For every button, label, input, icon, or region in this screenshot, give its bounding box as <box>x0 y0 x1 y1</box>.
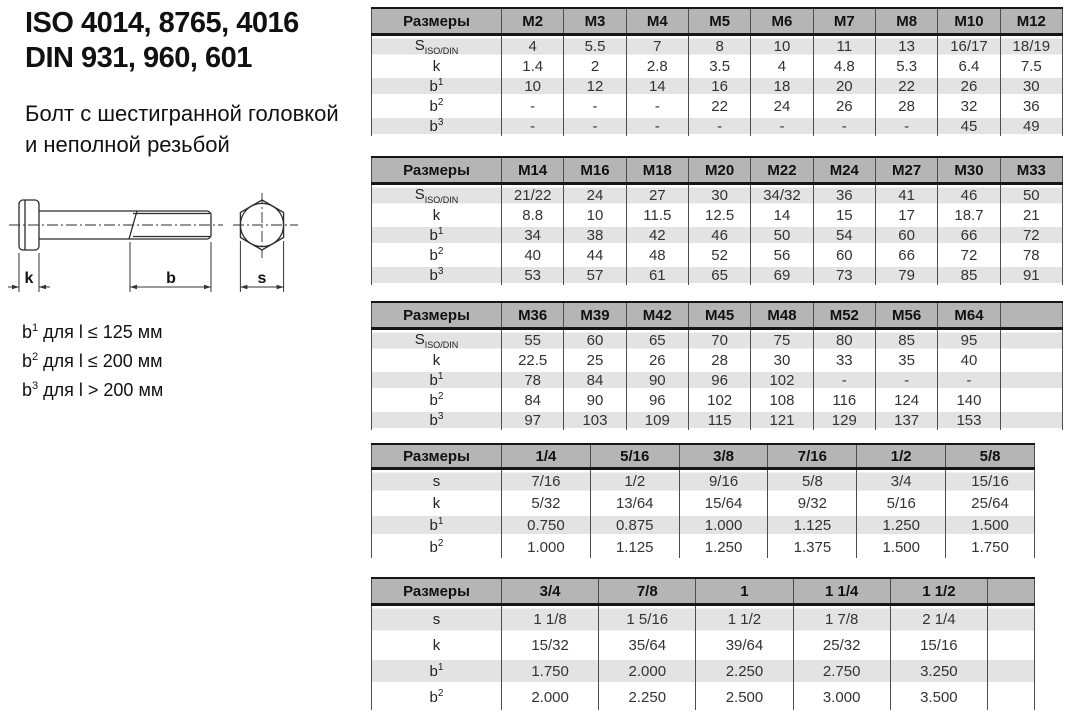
value-cell: 30 <box>1000 76 1062 96</box>
value-cell: 95 <box>938 329 1000 351</box>
size-header-cell: M27 <box>875 157 937 184</box>
size-header-cell: M6 <box>751 8 813 35</box>
value-cell: 35/64 <box>599 632 696 658</box>
footnote-b2: $b^2$ для l ≤ 200 мм <box>22 351 163 371</box>
row-label: $b^3$ <box>372 410 502 430</box>
footnote-b3: $b^3$ для l > 200 мм <box>22 380 164 400</box>
value-cell: 3.000 <box>793 684 890 710</box>
value-cell: 3/4 <box>857 469 946 493</box>
size-header-cell: 3/8 <box>679 444 768 469</box>
size-header-cell: M3 <box>564 8 626 35</box>
dimension-table <box>371 443 1035 558</box>
value-cell: 15 <box>813 205 875 225</box>
value-cell: 14 <box>751 205 813 225</box>
value-cell: 26 <box>813 96 875 116</box>
value-cell: 78 <box>502 370 564 390</box>
value-cell: 140 <box>938 390 1000 410</box>
row-label: $b^1$ <box>372 76 502 96</box>
value-cell: 30 <box>688 184 750 206</box>
value-cell: 4 <box>502 35 564 57</box>
value-cell: 9/16 <box>679 469 768 493</box>
value-cell: 65 <box>688 265 750 285</box>
product-description-line1: Болт с шестигранной головкой <box>25 101 339 126</box>
value-cell: 8 <box>688 35 750 57</box>
value-cell: 40 <box>502 245 564 265</box>
row-label: k <box>372 632 502 658</box>
size-header-cell: M33 <box>1000 157 1062 184</box>
value-cell: 21/22 <box>502 184 564 206</box>
value-cell: 2 <box>564 56 626 76</box>
value-cell <box>1000 390 1062 410</box>
row-label: k <box>372 350 502 370</box>
value-cell: 85 <box>875 329 937 351</box>
value-cell: - <box>875 116 937 136</box>
row-label: $b^2$ <box>372 96 502 116</box>
value-cell: 80 <box>813 329 875 351</box>
value-cell: 49 <box>1000 116 1062 136</box>
product-description <box>25 98 339 160</box>
value-cell: 5/16 <box>857 492 946 514</box>
value-cell: 90 <box>626 370 688 390</box>
center-lines <box>9 193 298 258</box>
dimensions-table-inch-large <box>371 577 1035 710</box>
row-label: s <box>372 605 502 633</box>
size-header-cell: 1 1/4 <box>793 578 890 605</box>
bolt-drawing-svg <box>5 184 305 306</box>
value-cell: 1.125 <box>590 536 679 558</box>
value-cell: 102 <box>751 370 813 390</box>
value-cell: 4 <box>751 56 813 76</box>
dimension-table <box>371 577 1035 710</box>
size-header-cell: M18 <box>626 157 688 184</box>
value-cell: - <box>502 96 564 116</box>
value-cell: - <box>875 370 937 390</box>
size-header-cell: M4 <box>626 8 688 35</box>
row-label: s <box>372 469 502 493</box>
value-cell: - <box>626 96 688 116</box>
value-cell: 66 <box>938 225 1000 245</box>
value-cell <box>1000 350 1062 370</box>
value-cell: 1.750 <box>946 536 1035 558</box>
value-cell: 1 1/8 <box>502 605 599 633</box>
value-cell: 60 <box>564 329 626 351</box>
value-cell <box>988 684 1035 710</box>
size-header-cell: 1/4 <box>502 444 591 469</box>
value-cell: - <box>751 116 813 136</box>
value-cell: 27 <box>626 184 688 206</box>
size-header-cell: 7/8 <box>599 578 696 605</box>
value-cell: 2.000 <box>502 684 599 710</box>
row-label: $b^2$ <box>372 390 502 410</box>
row-label: $b^3$ <box>372 265 502 285</box>
value-cell: 1.250 <box>857 514 946 536</box>
value-cell: 56 <box>751 245 813 265</box>
value-cell: 20 <box>813 76 875 96</box>
value-cell: 16 <box>688 76 750 96</box>
value-cell: 21 <box>1000 205 1062 225</box>
size-header-cell: M8 <box>875 8 937 35</box>
value-cell: 46 <box>938 184 1000 206</box>
value-cell: - <box>688 116 750 136</box>
value-cell: 73 <box>813 265 875 285</box>
row-label: k <box>372 205 502 225</box>
value-cell: 121 <box>751 410 813 430</box>
size-header-cell: M64 <box>938 302 1000 329</box>
value-cell: 28 <box>875 96 937 116</box>
value-cell: 33 <box>813 350 875 370</box>
size-header-cell: 1/2 <box>857 444 946 469</box>
value-cell: 70 <box>688 329 750 351</box>
value-cell: 85 <box>938 265 1000 285</box>
dimension-table <box>371 301 1063 430</box>
value-cell: 2 1/4 <box>890 605 987 633</box>
sizes-column-header: Размеры <box>372 302 502 329</box>
row-label: k <box>372 56 502 76</box>
value-cell: 50 <box>751 225 813 245</box>
value-cell: 2.000 <box>599 658 696 684</box>
value-cell: 60 <box>875 225 937 245</box>
size-header-cell: M16 <box>564 157 626 184</box>
sizes-column-header: Размеры <box>372 578 502 605</box>
value-cell: 52 <box>688 245 750 265</box>
value-cell: 24 <box>751 96 813 116</box>
value-cell: 1/2 <box>590 469 679 493</box>
value-cell: 78 <box>1000 245 1062 265</box>
value-cell: 46 <box>688 225 750 245</box>
row-label: $b^1$ <box>372 225 502 245</box>
sizes-column-header: Размеры <box>372 157 502 184</box>
value-cell: 9/32 <box>768 492 857 514</box>
value-cell: 40 <box>938 350 1000 370</box>
value-cell: 8.8 <box>502 205 564 225</box>
value-cell: - <box>813 370 875 390</box>
value-cell <box>988 658 1035 684</box>
value-cell: 116 <box>813 390 875 410</box>
value-cell: 18.7 <box>938 205 1000 225</box>
value-cell: - <box>502 116 564 136</box>
value-cell: 103 <box>564 410 626 430</box>
value-cell: 15/32 <box>502 632 599 658</box>
value-cell: 66 <box>875 245 937 265</box>
value-cell: 75 <box>751 329 813 351</box>
footnotes <box>22 318 163 405</box>
size-header-cell: M48 <box>751 302 813 329</box>
row-label: $b^3$ <box>372 116 502 136</box>
standard-title-iso: ISO 4014, 8765, 4016 <box>25 7 299 39</box>
value-cell: 97 <box>502 410 564 430</box>
value-cell: 36 <box>1000 96 1062 116</box>
dimensions-table-metric-m36-m64 <box>371 301 1063 430</box>
value-cell: 61 <box>626 265 688 285</box>
value-cell: - <box>938 370 1000 390</box>
value-cell: 0.750 <box>502 514 591 536</box>
value-cell: 102 <box>688 390 750 410</box>
value-cell: 5.3 <box>875 56 937 76</box>
value-cell: 96 <box>626 390 688 410</box>
value-cell: 7.5 <box>1000 56 1062 76</box>
standard-title-din: DIN 931, 960, 601 <box>25 42 252 74</box>
value-cell: 15/16 <box>946 469 1035 493</box>
size-header-cell: M52 <box>813 302 875 329</box>
value-cell: 3.5 <box>688 56 750 76</box>
value-cell: 15/16 <box>890 632 987 658</box>
value-cell: 35 <box>875 350 937 370</box>
value-cell: 11.5 <box>626 205 688 225</box>
value-cell: 48 <box>626 245 688 265</box>
value-cell: 72 <box>938 245 1000 265</box>
value-cell: 34 <box>502 225 564 245</box>
dimension-lines <box>8 241 284 292</box>
dimensions-table-inch-small <box>371 443 1035 558</box>
value-cell: 108 <box>751 390 813 410</box>
dim-label-s: s <box>257 270 267 287</box>
value-cell: 55 <box>502 329 564 351</box>
value-cell: 137 <box>875 410 937 430</box>
value-cell: 4.8 <box>813 56 875 76</box>
value-cell: 10 <box>502 76 564 96</box>
size-header-cell: M39 <box>564 302 626 329</box>
value-cell: 14 <box>626 76 688 96</box>
value-cell: 1 7/8 <box>793 605 890 633</box>
value-cell: 2.500 <box>696 684 793 710</box>
value-cell <box>1000 370 1062 390</box>
size-header-cell: M22 <box>751 157 813 184</box>
dim-label-b: b <box>166 270 176 287</box>
value-cell: 25/32 <box>793 632 890 658</box>
value-cell: 26 <box>938 76 1000 96</box>
value-cell: 0.875 <box>590 514 679 536</box>
dimensions-table-metric-m2-m12 <box>371 7 1063 136</box>
value-cell: 32 <box>938 96 1000 116</box>
value-cell: - <box>564 116 626 136</box>
value-cell: 153 <box>938 410 1000 430</box>
value-cell: 90 <box>564 390 626 410</box>
size-header-cell: M30 <box>938 157 1000 184</box>
value-cell: 18/19 <box>1000 35 1062 57</box>
size-header-cell: M45 <box>688 302 750 329</box>
value-cell: 22 <box>688 96 750 116</box>
size-header-cell: 1 <box>696 578 793 605</box>
value-cell: 1 1/2 <box>696 605 793 633</box>
value-cell <box>988 605 1035 633</box>
value-cell: 1.000 <box>502 536 591 558</box>
value-cell: 2.750 <box>793 658 890 684</box>
size-header-cell: M36 <box>502 302 564 329</box>
value-cell: - <box>813 116 875 136</box>
value-cell: 12 <box>564 76 626 96</box>
value-cell: 1.375 <box>768 536 857 558</box>
value-cell: - <box>626 116 688 136</box>
size-header-cell: M10 <box>938 8 1000 35</box>
value-cell: 3.500 <box>890 684 987 710</box>
value-cell: 50 <box>1000 184 1062 206</box>
value-cell: 1.125 <box>768 514 857 536</box>
value-cell: 69 <box>751 265 813 285</box>
value-cell: 54 <box>813 225 875 245</box>
value-cell: 109 <box>626 410 688 430</box>
row-label: $b^2$ <box>372 536 502 558</box>
dimension-table <box>371 7 1063 136</box>
size-header-cell: M12 <box>1000 8 1062 35</box>
value-cell: 72 <box>1000 225 1062 245</box>
value-cell: 17 <box>875 205 937 225</box>
value-cell: 6.4 <box>938 56 1000 76</box>
size-header-cell: M5 <box>688 8 750 35</box>
value-cell <box>1000 410 1062 430</box>
value-cell: 115 <box>688 410 750 430</box>
size-header-cell: M24 <box>813 157 875 184</box>
value-cell: 1.250 <box>679 536 768 558</box>
value-cell: 10 <box>751 35 813 57</box>
dimension-table <box>371 156 1063 285</box>
value-cell: 57 <box>564 265 626 285</box>
value-cell: 44 <box>564 245 626 265</box>
value-cell: 39/64 <box>696 632 793 658</box>
row-label: k <box>372 492 502 514</box>
size-header-cell: M14 <box>502 157 564 184</box>
value-cell: 2.250 <box>696 658 793 684</box>
size-header-cell: M20 <box>688 157 750 184</box>
value-cell: 3.250 <box>890 658 987 684</box>
value-cell: 7 <box>626 35 688 57</box>
value-cell: 53 <box>502 265 564 285</box>
value-cell: 41 <box>875 184 937 206</box>
value-cell: 91 <box>1000 265 1062 285</box>
value-cell: 11 <box>813 35 875 57</box>
value-cell: 5/8 <box>768 469 857 493</box>
value-cell: 1.500 <box>946 514 1035 536</box>
sizes-column-header: Размеры <box>372 8 502 35</box>
dim-label-k: k <box>24 270 34 287</box>
row-label: $S_{ISO/DIN}$ <box>372 35 502 57</box>
value-cell: 36 <box>813 184 875 206</box>
size-header-cell <box>988 578 1035 605</box>
size-header-cell: 5/16 <box>590 444 679 469</box>
size-header-cell: M42 <box>626 302 688 329</box>
value-cell: 22.5 <box>502 350 564 370</box>
value-cell: 96 <box>688 370 750 390</box>
value-cell: - <box>564 96 626 116</box>
value-cell: 2.8 <box>626 56 688 76</box>
value-cell: 25 <box>564 350 626 370</box>
value-cell: 13/64 <box>590 492 679 514</box>
value-cell: 15/64 <box>679 492 768 514</box>
row-label: $b^2$ <box>372 245 502 265</box>
value-cell <box>988 632 1035 658</box>
value-cell: 16/17 <box>938 35 1000 57</box>
value-cell: 7/16 <box>502 469 591 493</box>
size-header-cell: M2 <box>502 8 564 35</box>
value-cell: 13 <box>875 35 937 57</box>
value-cell: 25/64 <box>946 492 1035 514</box>
value-cell: 45 <box>938 116 1000 136</box>
value-cell: 26 <box>626 350 688 370</box>
size-header-cell: M56 <box>875 302 937 329</box>
size-header-cell: 1 1/2 <box>890 578 987 605</box>
value-cell: 10 <box>564 205 626 225</box>
size-header-cell: 5/8 <box>946 444 1035 469</box>
value-cell: 30 <box>751 350 813 370</box>
value-cell: 5/32 <box>502 492 591 514</box>
value-cell: 1.000 <box>679 514 768 536</box>
value-cell: 5.5 <box>564 35 626 57</box>
row-label: $b^1$ <box>372 658 502 684</box>
value-cell: 79 <box>875 265 937 285</box>
size-header-cell: 7/16 <box>768 444 857 469</box>
value-cell: 24 <box>564 184 626 206</box>
value-cell: 22 <box>875 76 937 96</box>
value-cell: 34/32 <box>751 184 813 206</box>
bolt-technical-drawing <box>5 184 305 311</box>
value-cell: 1 5/16 <box>599 605 696 633</box>
value-cell: 1.750 <box>502 658 599 684</box>
size-header-cell <box>1000 302 1062 329</box>
title-block <box>25 6 299 76</box>
value-cell: 84 <box>564 370 626 390</box>
value-cell: 65 <box>626 329 688 351</box>
row-label: $b^1$ <box>372 370 502 390</box>
value-cell: 84 <box>502 390 564 410</box>
value-cell: 60 <box>813 245 875 265</box>
value-cell: 28 <box>688 350 750 370</box>
row-label: $S_{ISO/DIN}$ <box>372 329 502 351</box>
value-cell: 129 <box>813 410 875 430</box>
value-cell <box>1000 329 1062 351</box>
product-description-line2: и неполной резьбой <box>25 132 230 157</box>
value-cell: 12.5 <box>688 205 750 225</box>
row-label: $S_{ISO/DIN}$ <box>372 184 502 206</box>
value-cell: 2.250 <box>599 684 696 710</box>
value-cell: 1.500 <box>857 536 946 558</box>
value-cell: 124 <box>875 390 937 410</box>
sizes-column-header: Размеры <box>372 444 502 469</box>
value-cell: 38 <box>564 225 626 245</box>
size-header-cell: M7 <box>813 8 875 35</box>
value-cell: 1.4 <box>502 56 564 76</box>
row-label: $b^1$ <box>372 514 502 536</box>
row-label: $b^2$ <box>372 684 502 710</box>
value-cell: 18 <box>751 76 813 96</box>
footnote-b1: $b^1$ для l ≤ 125 мм <box>22 322 163 342</box>
dimensions-table-metric-m14-m33 <box>371 156 1063 285</box>
size-header-cell: 3/4 <box>502 578 599 605</box>
value-cell: 42 <box>626 225 688 245</box>
